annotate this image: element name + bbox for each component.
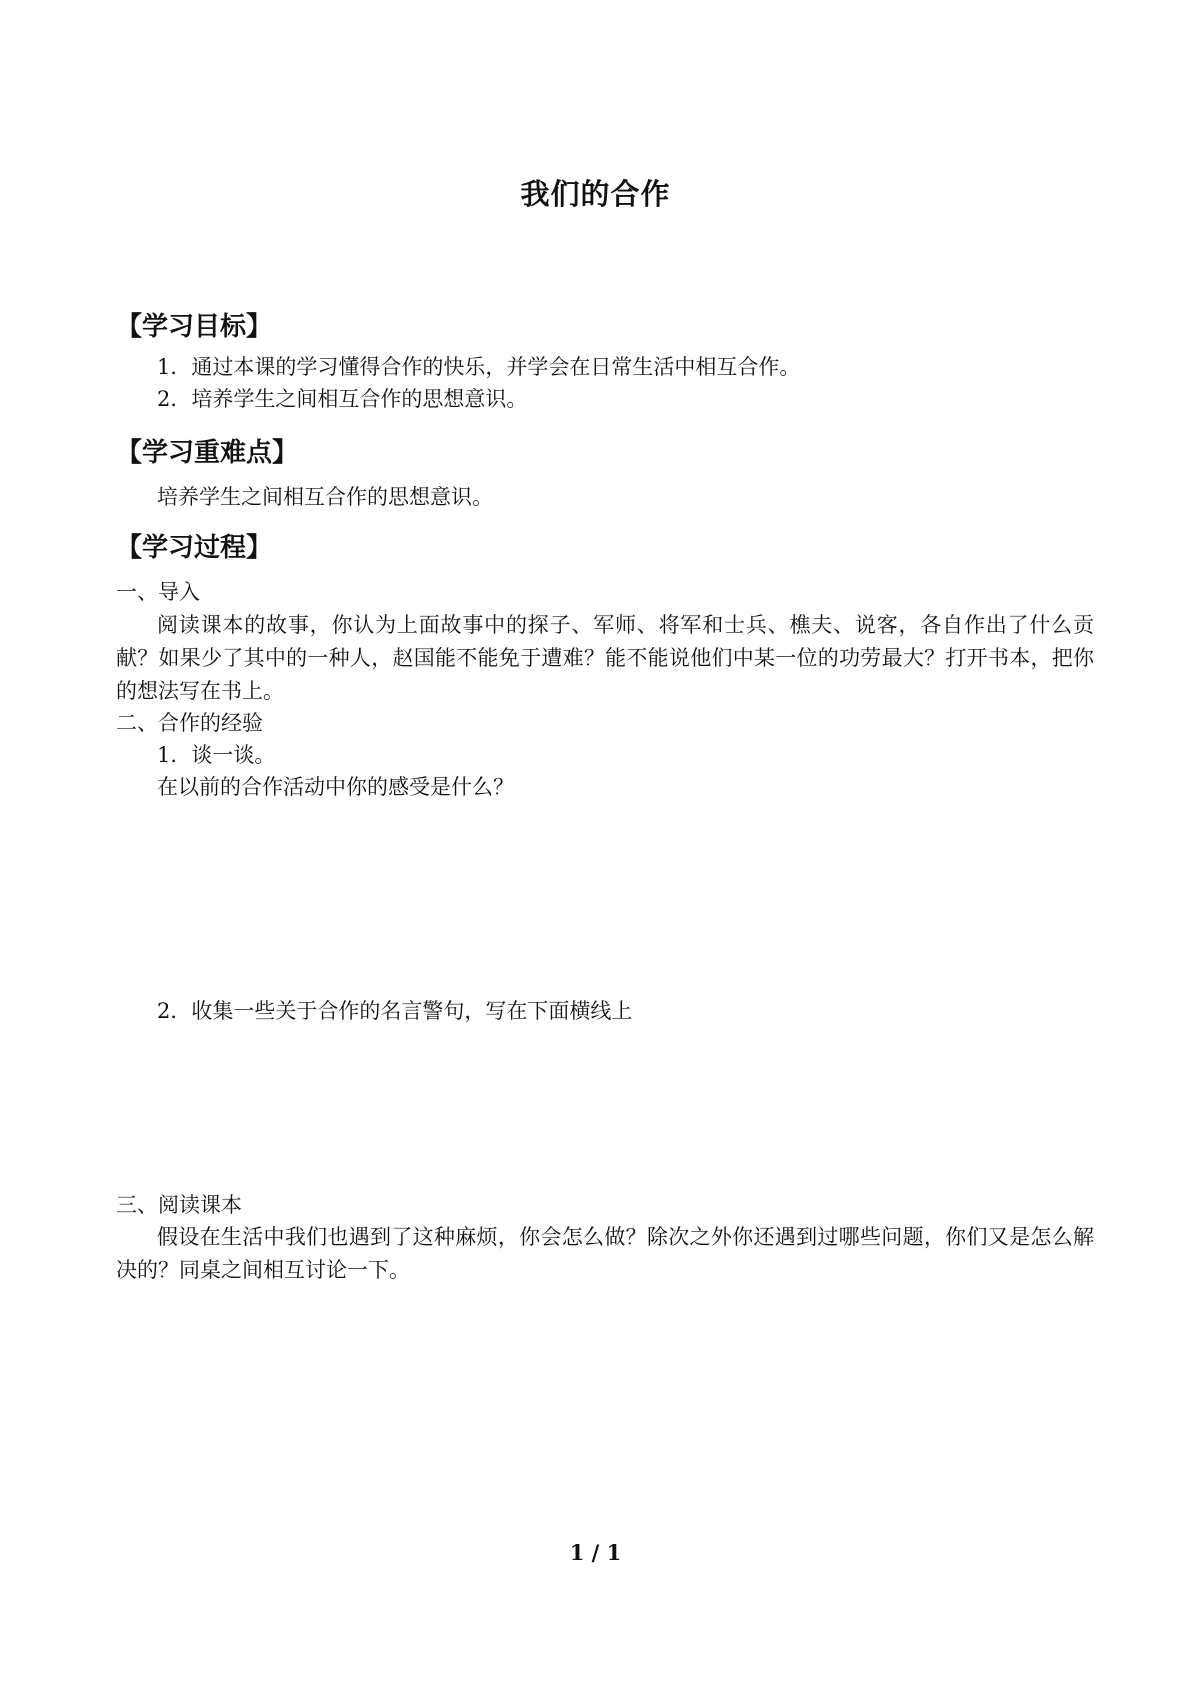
objective-item-2: 2．培养学生之间相互合作的思想意识。 xyxy=(157,387,528,411)
part2-q1-text: 在以前的合作活动中你的感受是什么？ xyxy=(157,775,514,799)
objectives-heading: 【学习目标】 xyxy=(116,312,273,342)
part3-text: 假设在生活中我们也遇到了这种麻烦，你会怎么做？除次之外你还遇到过哪些问题，你们又是怎么解决的？同桌之间相互讨论一下。 xyxy=(116,1225,1094,1282)
objective-item-1: 1．通过本课的学习懂得合作的快乐，并学会在日常生活中相互合作。 xyxy=(157,355,801,379)
key-points-text: 培养学生之间相互合作的思想意识。 xyxy=(157,485,493,509)
process-heading: 【学习过程】 xyxy=(116,533,273,563)
part2-q2-label: 2．收集一些关于合作的名言警句，写在下面横线上 xyxy=(157,999,633,1023)
page-title: 我们的合作 xyxy=(520,177,671,211)
part3-label: 三、阅读课本 xyxy=(116,1193,242,1217)
part1-label: 一、导入 xyxy=(116,580,200,604)
part2-label: 二、合作的经验 xyxy=(116,711,263,735)
part2-q1-label: 1．谈一谈。 xyxy=(157,743,276,767)
page-number: 1 / 1 xyxy=(569,1540,622,1565)
key-points-heading: 【学习重难点】 xyxy=(116,438,299,468)
part1-text: 阅读课本的故事，你认为上面故事中的探子、军师、将军和士兵、樵夫、说客，各自作出了什么贡献？如果少了其中的一种人，赵国能不能免于遭难？能不能说他们中某一位的功劳最大？打开书本，把你的想法写在书上。 xyxy=(116,613,1094,703)
